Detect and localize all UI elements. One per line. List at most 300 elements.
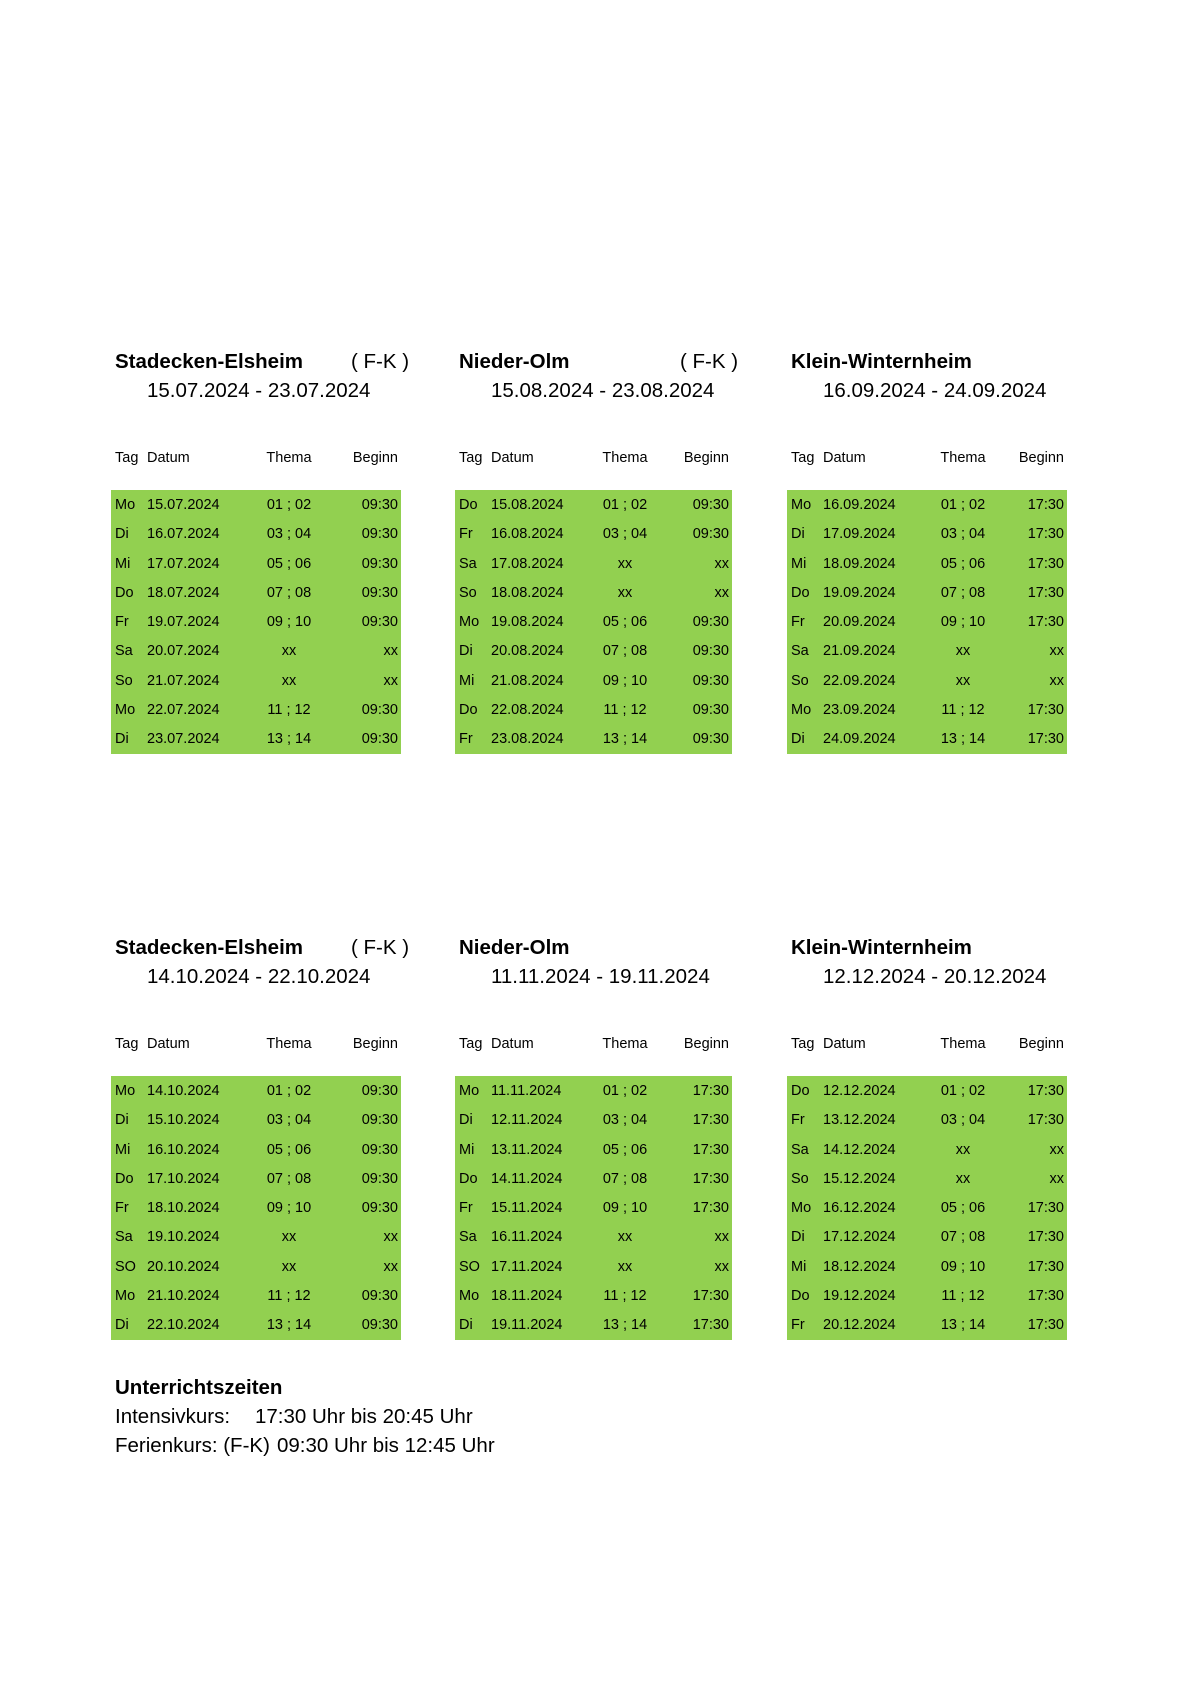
cell-date: 14.12.2024 [823, 1141, 896, 1158]
cell-day: Fr [791, 1112, 805, 1129]
cell-date: 16.09.2024 [823, 497, 896, 513]
location-title: Klein-Winternheim [791, 936, 972, 959]
cell-beginn: 09:30 [361, 555, 398, 572]
cell-date: 19.08.2024 [491, 614, 564, 631]
cell-thema: 07 ; 08 [266, 584, 312, 601]
cell-date: 15.10.2024 [147, 1112, 220, 1129]
cell-date: 17.09.2024 [823, 526, 896, 543]
cell-date: 18.09.2024 [823, 555, 896, 572]
cell-beginn: 09:30 [361, 1170, 398, 1187]
cell-day: Do [791, 1083, 810, 1099]
column-header-beginn: Beginn [683, 1036, 729, 1052]
cell-date: 17.08.2024 [491, 555, 564, 572]
cell-date: 15.08.2024 [491, 497, 564, 513]
cell-day: Sa [791, 643, 809, 660]
cell-day: Di [791, 526, 805, 543]
cell-beginn: 17:30 [692, 1200, 729, 1217]
column-header-date: Datum [823, 450, 866, 466]
intensive-course-line [115, 1405, 473, 1434]
cell-date: 19.10.2024 [147, 1229, 220, 1246]
cell-thema: 09 ; 10 [940, 1258, 986, 1275]
cell-date: 18.10.2024 [147, 1200, 220, 1217]
table-row [455, 490, 732, 519]
cell-beginn: 09:30 [361, 731, 398, 748]
schedule-header [111, 936, 410, 994]
schedule-table [787, 1076, 1067, 1340]
cell-thema: 07 ; 08 [602, 1170, 648, 1187]
cell-thema: 11 ; 12 [267, 702, 311, 719]
cell-thema: 05 ; 06 [602, 1141, 648, 1158]
cell-day: Mi [115, 555, 131, 572]
cell-day: Mi [791, 1258, 807, 1275]
cell-date: 20.10.2024 [147, 1258, 220, 1275]
table-row [111, 1310, 401, 1339]
table-row [111, 666, 401, 695]
cell-thema: 09 ; 10 [602, 672, 648, 689]
cell-day: Mo [115, 702, 136, 719]
table-row [787, 519, 1067, 548]
table-row [455, 636, 732, 665]
course-type-tag: ( F-K ) [351, 350, 410, 373]
cell-day: Di [115, 1112, 129, 1129]
table-row [787, 1164, 1067, 1193]
cell-date: 23.09.2024 [823, 702, 896, 719]
cell-beginn: 17:30 [692, 1170, 729, 1187]
date-range: 12.12.2024 - 20.12.2024 [823, 965, 1047, 988]
cell-beginn: 09:30 [692, 731, 729, 748]
cell-beginn: xx [714, 1258, 729, 1275]
cell-beginn: 17:30 [1027, 526, 1064, 543]
cell-date: 22.07.2024 [147, 702, 220, 719]
column-header-date: Datum [491, 450, 534, 466]
column-header-day: Tag [459, 1036, 483, 1052]
cell-beginn: 09:30 [361, 584, 398, 601]
cell-day: Mo [791, 497, 812, 513]
cell-beginn: 17:30 [1027, 1200, 1064, 1217]
cell-beginn: 09:30 [361, 1317, 398, 1334]
cell-beginn: 09:30 [692, 497, 729, 513]
cell-day: Sa [115, 643, 133, 660]
cell-date: 13.11.2024 [491, 1141, 563, 1158]
cell-day: Sa [459, 1229, 477, 1246]
cell-beginn: 09:30 [361, 1112, 398, 1129]
cell-beginn: 17:30 [692, 1083, 729, 1099]
cell-thema: xx [281, 672, 297, 689]
location-title: Klein-Winternheim [791, 350, 972, 373]
column-header-day: Tag [115, 450, 139, 466]
cell-date: 18.12.2024 [823, 1258, 896, 1275]
cell-thema: 09 ; 10 [266, 614, 312, 631]
cell-day: So [459, 584, 477, 601]
cell-thema: xx [617, 584, 633, 601]
table-row [111, 519, 401, 548]
cell-date: 21.08.2024 [491, 672, 564, 689]
cell-day: Fr [459, 526, 473, 543]
table-row [455, 549, 732, 578]
cell-date: 14.11.2024 [491, 1170, 563, 1187]
column-header-thema: Thema [940, 450, 986, 466]
cell-date: 22.08.2024 [491, 702, 564, 719]
location-title: Stadecken-Elsheim [115, 936, 303, 959]
cell-beginn: 09:30 [361, 526, 398, 543]
cell-date: 16.07.2024 [147, 526, 220, 543]
cell-day: SO [115, 1258, 136, 1275]
table-row [455, 666, 732, 695]
table-row [787, 1135, 1067, 1164]
cell-day: Do [791, 1288, 810, 1305]
cell-thema: 03 ; 04 [266, 526, 312, 543]
cell-thema: 05 ; 06 [940, 1200, 986, 1217]
cell-thema: 05 ; 06 [266, 555, 312, 572]
cell-beginn: 09:30 [361, 1288, 398, 1305]
cell-thema: xx [617, 1258, 633, 1275]
cell-day: Mo [791, 702, 812, 719]
cell-thema: 13 ; 14 [266, 1317, 312, 1334]
cell-beginn: 09:30 [692, 672, 729, 689]
cell-day: So [791, 672, 809, 689]
cell-thema: xx [281, 1229, 297, 1246]
date-range: 11.11.2024 - 19.11.2024 [491, 965, 710, 988]
table-row [111, 695, 401, 724]
table-row [787, 695, 1067, 724]
cell-beginn: 17:30 [1027, 555, 1064, 572]
table-row [787, 549, 1067, 578]
cell-day: Do [459, 1170, 478, 1187]
table-row [111, 636, 401, 665]
cell-beginn: 09:30 [692, 526, 729, 543]
date-range: 16.09.2024 - 24.09.2024 [823, 379, 1047, 402]
table-row [111, 1281, 401, 1310]
cell-date: 20.08.2024 [491, 643, 564, 660]
table-row [111, 1222, 401, 1251]
table-row [787, 490, 1067, 519]
cell-date: 18.07.2024 [147, 584, 220, 601]
cell-day: So [791, 1170, 809, 1187]
cell-day: Mo [459, 1288, 480, 1305]
cell-day: Di [115, 1317, 129, 1334]
column-header-beginn: Beginn [1018, 1036, 1064, 1052]
date-range: 15.07.2024 - 23.07.2024 [147, 379, 371, 402]
cell-thema: 01 ; 02 [266, 497, 312, 513]
schedule-table [787, 490, 1067, 754]
cell-beginn: 09:30 [361, 614, 398, 631]
cell-day: Mi [459, 1141, 475, 1158]
cell-thema: 03 ; 04 [602, 526, 648, 543]
cell-date: 17.11.2024 [491, 1258, 563, 1275]
cell-beginn: xx [383, 1258, 398, 1275]
cell-thema: 13 ; 14 [602, 1317, 648, 1334]
cell-beginn: 09:30 [361, 497, 398, 513]
column-header-day: Tag [459, 450, 483, 466]
column-header-thema: Thema [602, 450, 648, 466]
table-row [455, 519, 732, 548]
cell-day: Mo [115, 497, 136, 513]
cell-beginn: 17:30 [1027, 614, 1064, 631]
cell-beginn: 17:30 [1027, 1083, 1064, 1099]
cell-thema: 13 ; 14 [602, 731, 648, 748]
cell-date: 19.11.2024 [491, 1317, 563, 1334]
table-row [455, 1105, 732, 1134]
cell-thema: 07 ; 08 [602, 643, 648, 660]
schedule-table [455, 1076, 732, 1340]
cell-thema: 13 ; 14 [940, 731, 986, 748]
cell-day: Mo [459, 1083, 480, 1099]
cell-beginn: xx [383, 643, 398, 660]
cell-thema: 01 ; 02 [940, 1083, 986, 1099]
cell-day: Fr [791, 1317, 805, 1334]
holiday-course-line [115, 1434, 495, 1463]
cell-thema: 09 ; 10 [602, 1200, 648, 1217]
course-type-tag: ( F-K ) [680, 350, 739, 373]
course-type-tag: ( F-K ) [351, 936, 410, 959]
holiday-course-time: 09:30 Uhr bis 12:45 Uhr [277, 1434, 495, 1457]
cell-beginn: 17:30 [692, 1141, 729, 1158]
cell-beginn: 17:30 [692, 1288, 729, 1305]
cell-day: Do [115, 1170, 134, 1187]
table-row [111, 490, 401, 519]
table-row [455, 1164, 732, 1193]
cell-day: Do [459, 497, 478, 513]
cell-day: Do [791, 584, 810, 601]
cell-day: Di [115, 731, 129, 748]
cell-thema: 11 ; 12 [267, 1288, 311, 1305]
schedule-block [111, 350, 410, 760]
cell-date: 22.09.2024 [823, 672, 896, 689]
location-title: Stadecken-Elsheim [115, 350, 303, 373]
location-title: Nieder-Olm [459, 936, 570, 959]
cell-beginn: xx [714, 555, 729, 572]
cell-thema: 05 ; 06 [940, 555, 986, 572]
cell-date: 22.10.2024 [147, 1317, 220, 1334]
table-row [111, 1252, 401, 1281]
table-row [111, 578, 401, 607]
cell-date: 23.08.2024 [491, 731, 564, 748]
table-row [787, 666, 1067, 695]
cell-day: Fr [791, 614, 805, 631]
schedule-header [455, 936, 732, 994]
cell-day: Mi [459, 672, 475, 689]
table-row [455, 1281, 732, 1310]
cell-thema: 13 ; 14 [940, 1317, 986, 1334]
cell-day: Mi [791, 555, 807, 572]
column-header-date: Datum [147, 1036, 190, 1052]
cell-beginn: xx [714, 584, 729, 601]
table-row [787, 607, 1067, 636]
table-row [787, 1076, 1067, 1105]
schedule-block [787, 936, 1067, 1346]
column-headers [787, 1036, 1067, 1056]
schedule-table [111, 1076, 401, 1340]
cell-beginn: xx [1049, 1170, 1064, 1187]
cell-date: 21.10.2024 [147, 1288, 220, 1305]
table-row [111, 1076, 401, 1105]
schedule-header [787, 350, 1067, 408]
cell-beginn: 17:30 [692, 1112, 729, 1129]
column-headers [787, 450, 1067, 470]
cell-date: 11.11.2024 [491, 1083, 562, 1099]
schedule-header [111, 350, 410, 408]
cell-thema: 11 ; 12 [941, 702, 985, 719]
cell-thema: xx [281, 643, 297, 660]
cell-beginn: 17:30 [1027, 702, 1064, 719]
cell-date: 20.12.2024 [823, 1317, 896, 1334]
cell-beginn: xx [1049, 643, 1064, 660]
column-header-beginn: Beginn [683, 450, 729, 466]
cell-date: 17.07.2024 [147, 555, 220, 572]
column-header-beginn: Beginn [1018, 450, 1064, 466]
table-row [787, 724, 1067, 753]
cell-thema: xx [617, 1229, 633, 1246]
cell-thema: 05 ; 06 [266, 1141, 312, 1158]
cell-date: 19.07.2024 [147, 614, 220, 631]
table-row [455, 1310, 732, 1339]
cell-beginn: 09:30 [361, 1141, 398, 1158]
cell-beginn: xx [1049, 1141, 1064, 1158]
schedule-header [787, 936, 1067, 994]
cell-beginn: 17:30 [1027, 1288, 1064, 1305]
column-header-thema: Thema [602, 1036, 648, 1052]
cell-thema: 05 ; 06 [602, 614, 648, 631]
cell-day: So [115, 672, 133, 689]
column-header-beginn: Beginn [352, 450, 398, 466]
cell-thema: xx [955, 1170, 971, 1187]
column-header-thema: Thema [266, 1036, 312, 1052]
column-header-date: Datum [147, 450, 190, 466]
class-times-section [115, 1376, 495, 1463]
cell-thema: 03 ; 04 [266, 1112, 312, 1129]
column-headers [455, 1036, 732, 1056]
column-header-date: Datum [491, 1036, 534, 1052]
cell-day: Sa [115, 1229, 133, 1246]
table-row [455, 1252, 732, 1281]
cell-date: 20.09.2024 [823, 614, 896, 631]
cell-date: 21.07.2024 [147, 672, 220, 689]
cell-beginn: 17:30 [1027, 1112, 1064, 1129]
cell-day: Di [459, 643, 473, 660]
cell-thema: xx [955, 672, 971, 689]
table-row [787, 578, 1067, 607]
cell-day: Mi [115, 1141, 131, 1158]
cell-beginn: 09:30 [692, 614, 729, 631]
cell-thema: 11 ; 12 [941, 1288, 985, 1305]
table-row [455, 1193, 732, 1222]
cell-day: Fr [115, 1200, 129, 1217]
schedule-header [455, 350, 739, 408]
cell-beginn: 09:30 [361, 1200, 398, 1217]
cell-thema: 03 ; 04 [602, 1112, 648, 1129]
cell-beginn: 17:30 [1027, 1258, 1064, 1275]
cell-day: Sa [791, 1141, 809, 1158]
column-header-day: Tag [791, 450, 815, 466]
date-range: 14.10.2024 - 22.10.2024 [147, 965, 371, 988]
column-headers [111, 1036, 401, 1056]
intensive-course-label: Intensivkurs: [115, 1405, 231, 1428]
table-row [455, 695, 732, 724]
cell-beginn: xx [383, 1229, 398, 1246]
cell-thema: 07 ; 08 [940, 1229, 986, 1246]
cell-day: Do [115, 584, 134, 601]
table-row [455, 607, 732, 636]
cell-day: Do [459, 702, 478, 719]
table-row [787, 1193, 1067, 1222]
cell-day: Mo [115, 1288, 136, 1305]
cell-date: 16.11.2024 [491, 1229, 563, 1246]
date-range: 15.08.2024 - 23.08.2024 [491, 379, 715, 402]
schedule-block [787, 350, 1067, 760]
cell-thema: xx [617, 555, 633, 572]
cell-day: Mo [459, 614, 480, 631]
cell-day: SO [459, 1258, 480, 1275]
schedule-block [111, 936, 410, 1346]
cell-date: 17.12.2024 [823, 1229, 896, 1246]
cell-beginn: 17:30 [1027, 1229, 1064, 1246]
cell-day: Mo [791, 1200, 812, 1217]
cell-day: Sa [459, 555, 477, 572]
cell-date: 15.07.2024 [147, 497, 220, 513]
cell-day: Fr [115, 614, 129, 631]
table-row [455, 578, 732, 607]
cell-date: 12.12.2024 [823, 1083, 896, 1099]
cell-beginn: 09:30 [692, 702, 729, 719]
column-header-day: Tag [115, 1036, 139, 1052]
cell-thema: xx [955, 1141, 971, 1158]
cell-thema: 07 ; 08 [266, 1170, 312, 1187]
cell-date: 20.07.2024 [147, 643, 220, 660]
table-row [787, 636, 1067, 665]
table-row [455, 1076, 732, 1105]
cell-beginn: xx [1049, 672, 1064, 689]
cell-day: Di [459, 1112, 473, 1129]
table-row [787, 1105, 1067, 1134]
schedule-table [111, 490, 401, 754]
cell-thema: xx [955, 643, 971, 660]
table-row [111, 607, 401, 636]
cell-date: 19.09.2024 [823, 584, 896, 601]
cell-beginn: 09:30 [361, 1083, 398, 1099]
cell-day: Di [791, 731, 805, 748]
table-row [111, 1105, 401, 1134]
cell-date: 18.08.2024 [491, 584, 564, 601]
cell-thema: xx [281, 1258, 297, 1275]
cell-date: 23.07.2024 [147, 731, 220, 748]
cell-thema: 03 ; 04 [940, 526, 986, 543]
cell-beginn: 17:30 [1027, 1317, 1064, 1334]
table-row [787, 1310, 1067, 1339]
class-times-heading: Unterrichtszeiten [115, 1376, 283, 1399]
table-row [787, 1222, 1067, 1251]
cell-beginn: 17:30 [1027, 584, 1064, 601]
cell-date: 14.10.2024 [147, 1083, 220, 1099]
column-headers [111, 450, 401, 470]
cell-date: 19.12.2024 [823, 1288, 896, 1305]
column-header-thema: Thema [940, 1036, 986, 1052]
cell-thema: 11 ; 12 [603, 1288, 647, 1305]
table-row [111, 1164, 401, 1193]
schedule-table [455, 490, 732, 754]
cell-date: 15.11.2024 [491, 1200, 563, 1217]
cell-thema: 01 ; 02 [940, 497, 986, 513]
table-row [455, 724, 732, 753]
cell-beginn: 09:30 [361, 702, 398, 719]
cell-thema: 01 ; 02 [602, 497, 648, 513]
table-row [111, 1193, 401, 1222]
cell-beginn: xx [383, 672, 398, 689]
location-title: Nieder-Olm [459, 350, 570, 373]
table-row [455, 1135, 732, 1164]
cell-beginn: 17:30 [1027, 731, 1064, 748]
table-row [111, 724, 401, 753]
cell-date: 16.08.2024 [491, 526, 564, 543]
